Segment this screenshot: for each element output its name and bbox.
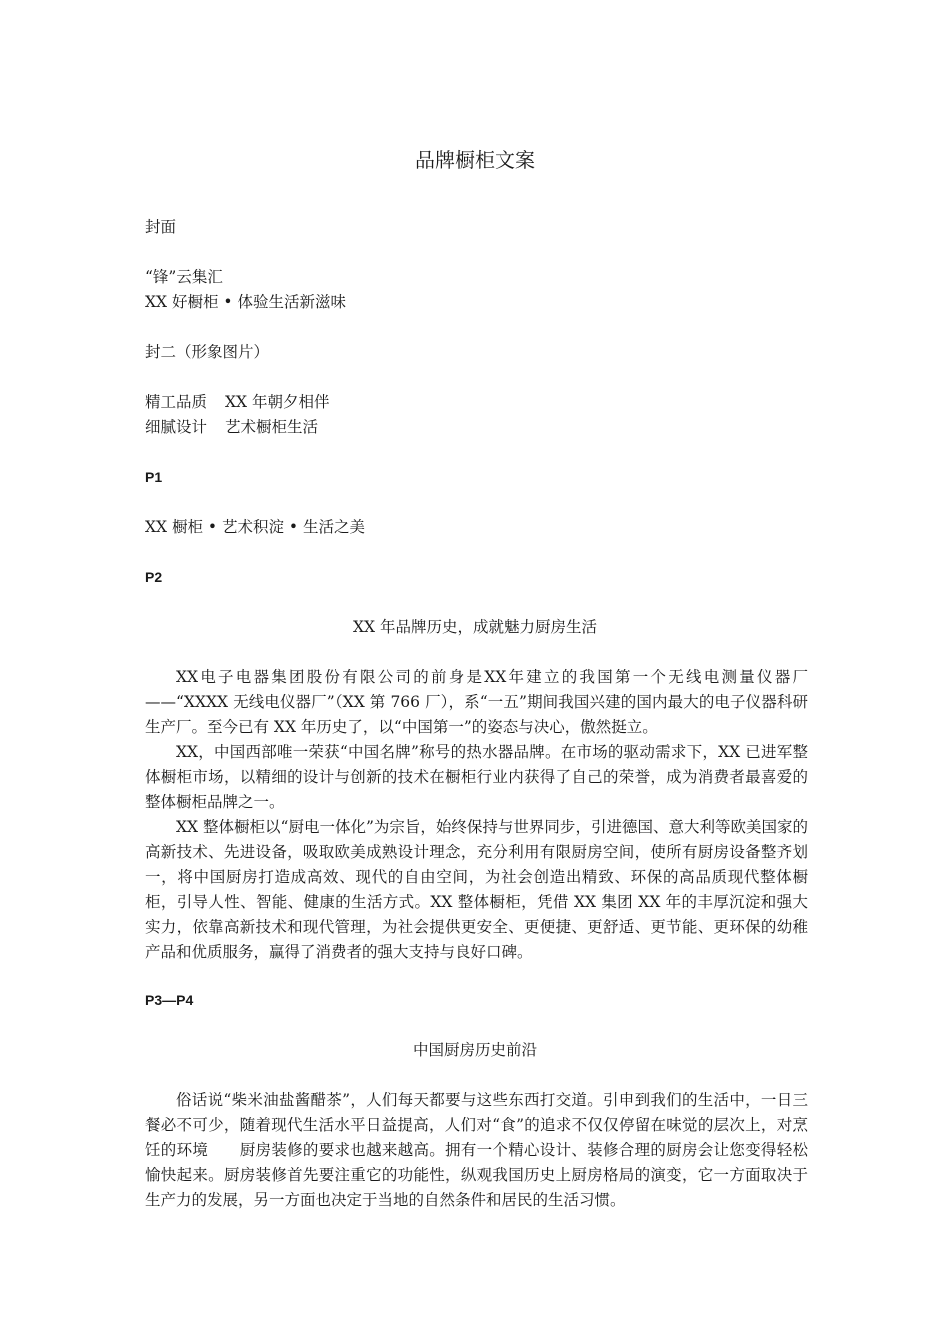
p3p4-label: P3—P4 xyxy=(145,992,194,1008)
cover2-row-2-b: 艺术橱柜生活 xyxy=(225,418,319,436)
cover2-row-2-a: 细腻设计 xyxy=(145,418,208,436)
p2-paragraph-3: XX 整体橱柜以“厨电一体化”为宗旨，始终保持与世界同步，引进德国、意大利等欧美国家的高新技术、先进设备，吸取欧美成熟设计理念，充分利用有限厨房空间，使所有厨房设备整齐划一，将中国厨房打造成高效、现代的自由空间，为社会创造出精致、环保的高品质现代整体橱柜，引导人性、智能、健康的生活方式。XX 整体橱柜，凭借 XX 集团 XX 年的丰厚沉淀和强大实力，依靠高新技术和现代管理，为社会提供更安全、更便捷、更舒适、更节能、更环保的幼稚产品和优质服务，赢得了消费者的强大支持与良好口碑。 xyxy=(145,818,808,961)
cover2-row-1 xyxy=(145,390,330,414)
cover2-heading: 封二（形象图片） xyxy=(145,343,270,361)
p2-label: P2 xyxy=(145,569,163,585)
p3p4-paragraph: 俗话说“柴米油盐酱醋茶”，人们每天都要与这些东西打交道。引申到我们的生活中，一日三餐必不可少，随着现代生活水平日益提高，人们对“食”的追求不仅仅停留在味觉的层次上，对烹饪的环境 厨房装修的要求也越来越高。拥有一个精心设计、装修合理的厨房会让您变得轻松愉快起来。厨房装修首先要注重它的功能性，纵观我国历史上厨房格局的演变，它一方面取决于生产力的发展，另一方面也决定于当地的自然条件和居民的生活习惯。 xyxy=(145,1091,808,1209)
p2-heading: XX 年品牌历史，成就魅力厨房生活 xyxy=(353,618,597,636)
cover-line-1: “锋”云集汇 xyxy=(145,268,223,286)
cover2-row-1-b: XX 年朝夕相伴 xyxy=(225,393,330,411)
cover-heading: 封面 xyxy=(145,218,177,236)
cover-line-2: XX 好橱柜 • 体验生活新滋味 xyxy=(145,293,346,311)
p1-label: P1 xyxy=(145,469,163,485)
p2-paragraph-2: XX，中国西部唯一荣获“中国名牌”称号的热水器品牌。在市场的驱动需求下，XX 已进军整体橱柜市场，以精细的设计与创新的技术在橱柜行业内获得了自己的荣誉，成为消费者最喜爱的整体橱柜品牌之一。 xyxy=(145,743,808,811)
cover2-row-2 xyxy=(145,415,318,439)
p1-slogan: XX 橱柜 • 艺术积淀 • 生活之美 xyxy=(145,518,365,536)
p2-paragraph-1: XX电子电器集团股份有限公司的前身是XX年建立的我国第一个无线电测量仪器厂——“XXXX 无线电仪器厂”（XX 第 766 厂），系“一五”期间我国兴建的国内最大的电子仪器科研生产厂。至今已有 XX 年历史了，以“中国第一”的姿态与决心，傲然挺立。 xyxy=(145,668,808,736)
p3p4-heading: 中国厨房历史前沿 xyxy=(412,1041,537,1059)
cover2-row-1-a: 精工品质 xyxy=(145,393,208,411)
document-title: 品牌橱柜文案 xyxy=(415,148,535,172)
